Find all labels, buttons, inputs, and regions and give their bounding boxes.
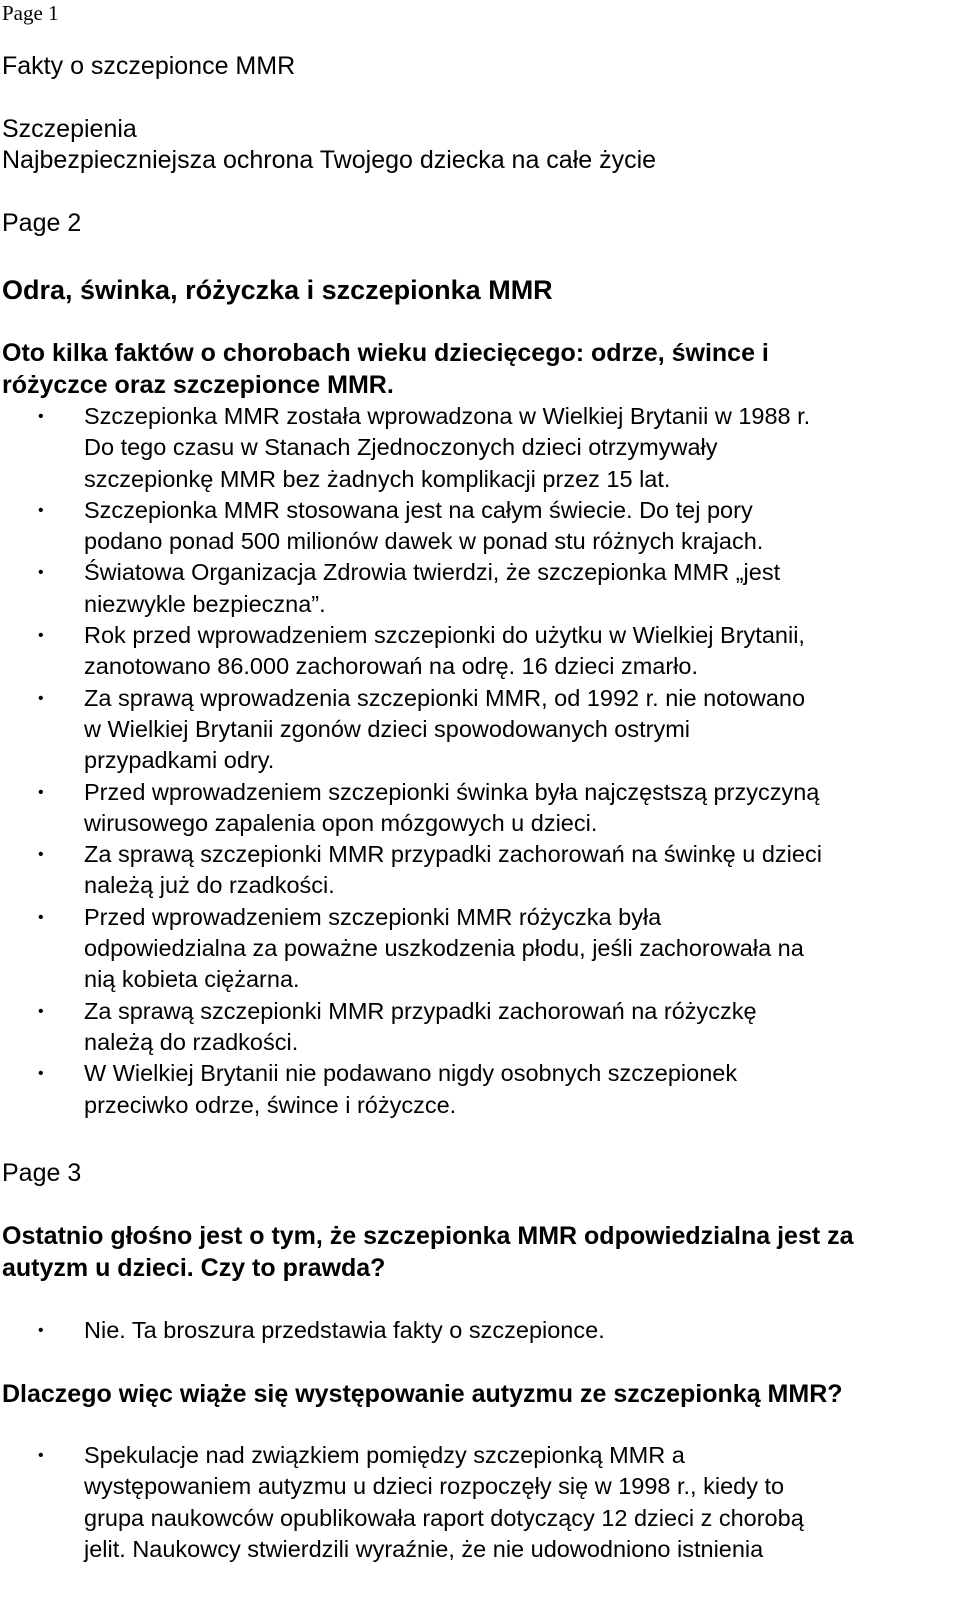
- bullet-icon: •: [38, 627, 44, 645]
- intro-line-2: różyczce oraz szczepionce MMR.: [2, 371, 394, 399]
- page-1-label: Page 1: [2, 1, 59, 25]
- page-2-label: Page 2: [2, 209, 82, 237]
- bullet-icon: •: [38, 689, 44, 707]
- bullet-icon: •: [38, 908, 44, 926]
- bullet-icon: •: [38, 846, 44, 864]
- list-item: • Rok przed wprowadzeniem szczepionki do użytku w Wielkiej Brytanii, zanotowano 86.000 zachorowań na odrę. 16 dzieci zmarło.: [38, 622, 805, 680]
- list-item: • Światowa Organizacja Zdrowia twierdzi, że szczepionka MMR „jest niezwykle bezpieczna”.: [38, 559, 781, 617]
- list-item: • Za sprawą wprowadzenia szczepionki MMR, od 1992 r. nie notowano w Wielkiej Brytanii zgonów dzieci spowodowanych ostrymi przypadkami odry.: [38, 684, 806, 774]
- bullet-icon: •: [38, 408, 44, 425]
- answer-bullet-list: [0, 1315, 960, 1346]
- list-item: • Nie. Ta broszura przedstawia fakty o szczepionce.: [0, 1315, 960, 1346]
- list-item: • Szczepionka MMR stosowana jest na całym świecie. Do tej pory podano ponad 500 milionów dawek w ponad stu różnych krajach.: [38, 496, 764, 555]
- list-item: • Spekulacje nad związkiem pomiędzy szczepionką MMR a występowaniem autyzmu u dzieci rozpoczęły się w 1998 r., kiedy to grupa naukowców opublikowała raport dotyczący 12 dzieci z chorobą jelit. Naukowcy stwierdzili wyraźnie, że nie udowodniono istnienia: [38, 1442, 804, 1562]
- section-heading-mmr: Odra, świnka, różyczka i szczepionka MMR: [2, 275, 553, 305]
- autism-question-line-1: Ostatnio głośno jest o tym, że szczepionka MMR odpowiedzialna jest za: [2, 1222, 854, 1250]
- list-item: • Przed wprowadzeniem szczepionki świnka była najczęstszą przyczyną wirusowego zapalenia opon mózgowych u dzieci.: [38, 778, 820, 836]
- bullet-icon: •: [38, 783, 44, 801]
- facts-bullet-list: [0, 401, 960, 1121]
- intro-line-1: Oto kilka faktów o chorobach wieku dziecięcego: odrze, śwince i: [2, 339, 769, 367]
- autism-question-line-2: autyzm u dzieci. Czy to prawda?: [2, 1254, 386, 1282]
- bullet-icon: •: [38, 1002, 44, 1020]
- subtitle-line-1: Szczepienia: [2, 115, 137, 143]
- list-item: • Szczepionka MMR została wprowadzona w Wielkiej Brytanii w 1988 r. Do tego czasu w Stanach Zjednoczonych dzieci otrzymywały szczepionkę MMR bez żadnych komplikacji przez 15 lat.: [38, 403, 811, 492]
- document-title: Fakty o szczepionce MMR: [2, 52, 296, 80]
- bullet-icon: •: [38, 501, 44, 519]
- bullet-icon: •: [38, 1322, 44, 1339]
- list-item: • Za sprawą szczepionki MMR przypadki zachorowań na różyczkę należą do rzadkości.: [38, 997, 757, 1055]
- bullet-icon: •: [38, 1447, 44, 1464]
- list-item: • W Wielkiej Brytanii nie podawano nigdy osobnych szczepionek przeciwko odrze, śwince i różyczce.: [38, 1060, 738, 1118]
- why-question-heading: Dlaczego więc wiąże się występowanie autyzmu ze szczepionką MMR?: [2, 1380, 843, 1408]
- subtitle-line-2: Najbezpieczniejsza ochrona Twojego dziecka na całe życie: [2, 146, 657, 174]
- list-item: • Przed wprowadzeniem szczepionki MMR różyczka była odpowiedzialna za poważne uszkodzenia płodu, jeśli zachorowała na nią kobieta ciężarna.: [38, 903, 804, 993]
- bullet-icon: •: [38, 564, 44, 582]
- page-3-label: Page 3: [2, 1159, 82, 1187]
- speculation-bullet-list: [0, 1440, 960, 1565]
- list-item: • Za sprawą szczepionki MMR przypadki zachorowań na świnkę u dzieci należą już do rzadkości.: [38, 841, 822, 899]
- bullet-icon: •: [38, 1065, 44, 1083]
